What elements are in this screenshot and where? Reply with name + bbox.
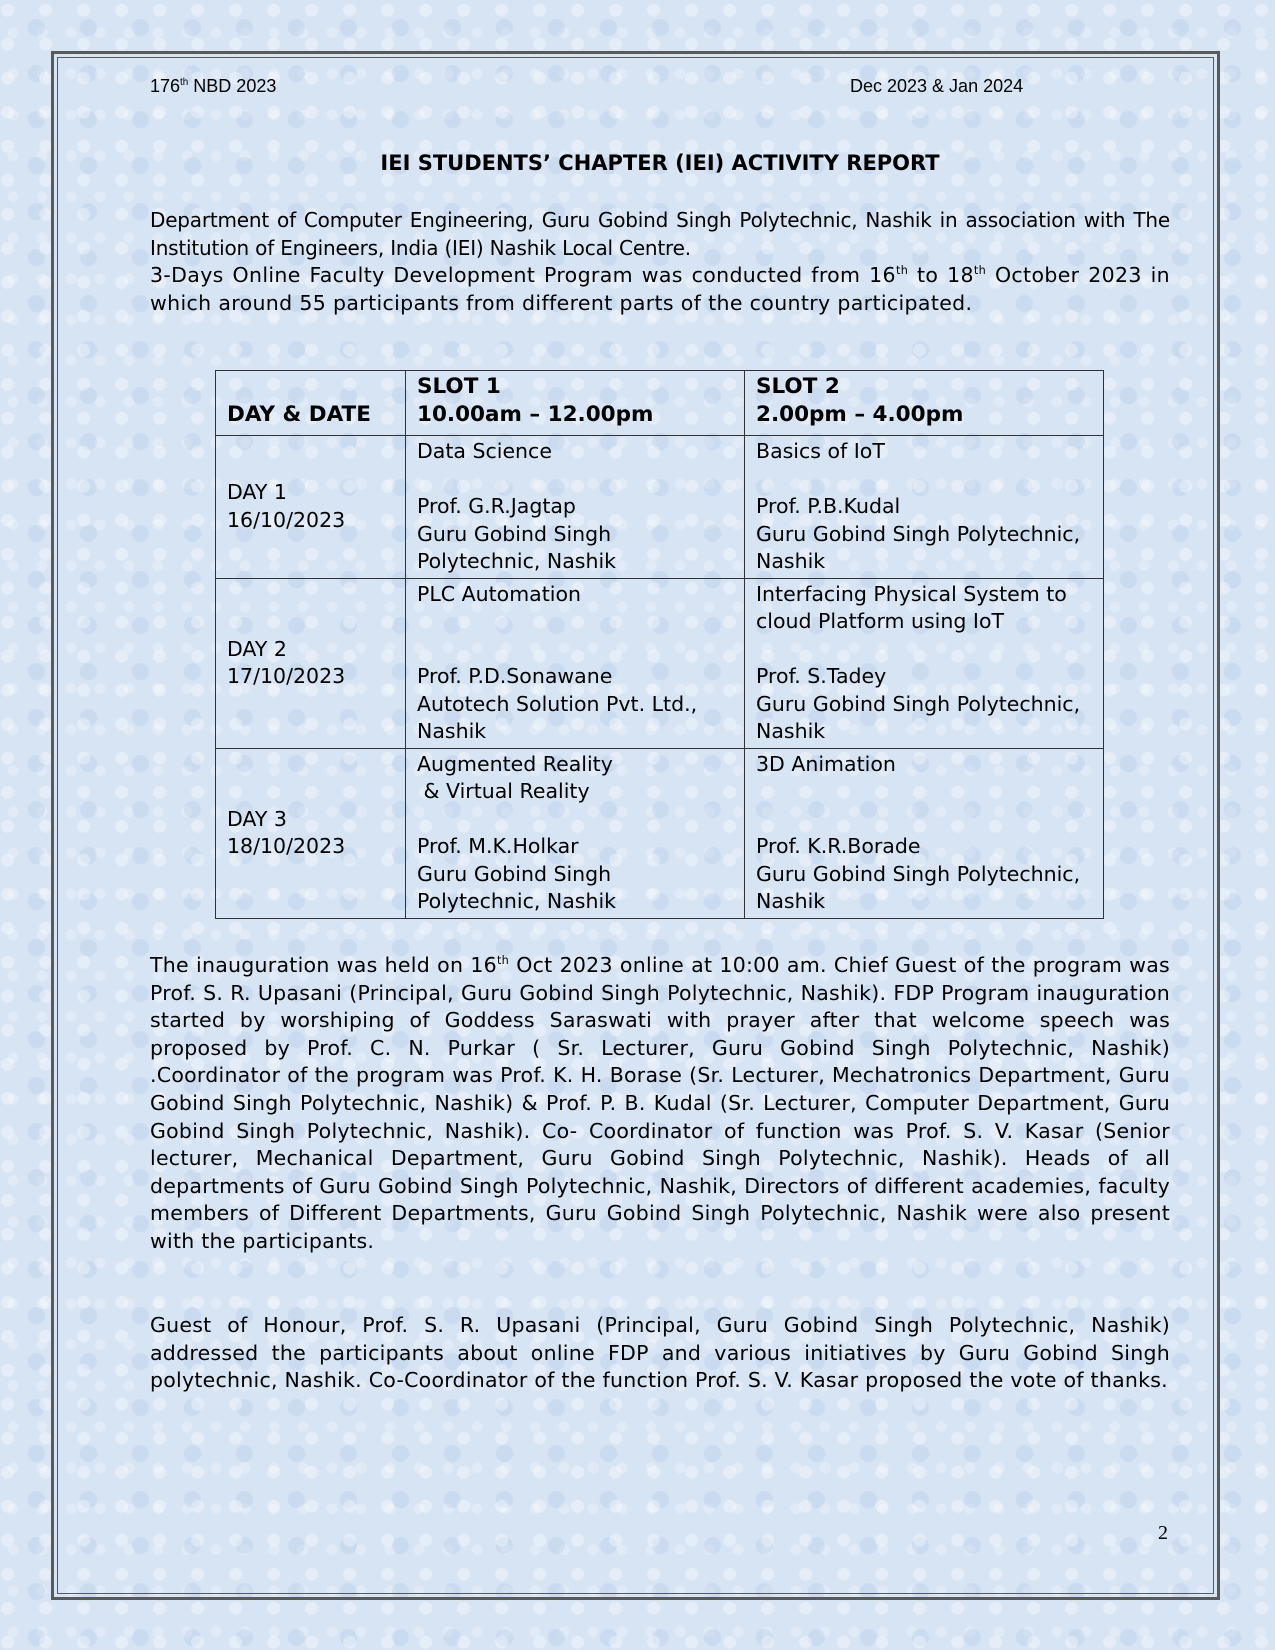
speaker-line: Guru Gobind Singh Polytechnic, — [756, 691, 1081, 716]
speaker-line: Nashik — [756, 549, 826, 573]
table-row — [216, 748, 1104, 918]
speaker-line: Prof. P.B.Kudal — [756, 494, 901, 518]
day-label: DAY 2 — [227, 636, 287, 661]
session-topic: 3D Animation — [756, 751, 896, 776]
speaker-line: Prof. S.Tadey — [756, 664, 887, 688]
intro-section — [150, 207, 1170, 317]
cell-slot1 — [406, 748, 745, 918]
speaker-line: Prof. K.R.Borade — [756, 834, 921, 858]
date-label: 17/10/2023 — [227, 664, 346, 688]
session-topic: Augmented Reality — [417, 751, 613, 776]
date-label: 18/10/2023 — [227, 834, 346, 858]
cell-slot2 — [745, 436, 1104, 579]
speaker-line: Prof. G.R.Jagtap — [417, 494, 576, 518]
day-label: DAY 1 — [227, 480, 287, 505]
header-slot2: SLOT 2 2.00pm – 4.00pm — [745, 371, 1104, 436]
inauguration-paragraph: The inauguration was held on 16th Oct 2023 online at 10:00 am. Chief Guest of the program was Prof. S. R. Upasani (Principal, Guru Gobind Singh Polytechnic, Nashik). FDP Program inauguration started by worshiping of Goddess Saraswati with prayer after that welcome speech was proposed by Prof. C. N. Purkar ( Sr. Lecturer, Guru Gobind Singh Polytechnic, Nashik) .Coordinator of the program was Prof. K. H. Borase (Sr. Lecturer, Mechatronics Department, Guru Gobind Singh Polytechnic, Nashik) & Prof. P. B. Kudal (Sr. Lecturer, Computer Department, Guru Gobind Singh Polytechnic, Nashik). Co- Coordinator of function was Prof. S. V. Kasar (Senior lecturer, Mechanical Department, Guru Gobind Singh Polytechnic, Nashik). Heads of all departments of Guru Gobind Singh Polytechnic, Nashik, Directors of different academies, faculty members of Different Departments, Guru Gobind Singh Polytechnic, Nashik were also present with the participants. — [150, 953, 1170, 1253]
speaker-line: Prof. M.K.Holkar — [417, 834, 579, 858]
cell-slot1 — [406, 578, 745, 748]
page-number: 2 — [1158, 1522, 1168, 1544]
table-row — [216, 436, 1104, 579]
session-topic: Interfacing Physical System to — [756, 581, 1067, 606]
speaker-line: Guru Gobind Singh — [417, 521, 612, 546]
session-topic: cloud Platform using IoT — [756, 609, 1005, 633]
session-topic: PLC Automation — [417, 581, 582, 606]
schedule-table — [215, 370, 1104, 919]
table-row — [216, 578, 1104, 748]
table-header-row — [216, 371, 1104, 436]
cell-day-date — [216, 748, 406, 918]
day-label: DAY 3 — [227, 806, 287, 831]
speaker-line: Prof. P.D.Sonawane — [417, 664, 613, 688]
cell-slot2 — [745, 578, 1104, 748]
date-label: 16/10/2023 — [227, 507, 346, 532]
session-topic: & Virtual Reality — [417, 779, 590, 803]
cell-day-date — [216, 578, 406, 748]
speaker-line: Nashik — [756, 719, 826, 743]
header-issue: 176th NBD 2023 — [150, 76, 277, 96]
speaker-line: Nashik — [417, 719, 487, 743]
session-topic: Basics of IoT — [756, 439, 885, 463]
intro-fdp: 3-Days Online Faculty Development Program was conducted from 16th to 18th October 2023 in which around 55 participants from different parts of the country participated. — [150, 263, 1170, 315]
session-topic: Data Science — [417, 439, 552, 463]
cell-slot2 — [745, 748, 1104, 918]
cell-day-date — [216, 436, 406, 579]
header-day-date: DAY & DATE — [216, 371, 406, 436]
speaker-line: Autotech Solution Pvt. Ltd., — [417, 691, 698, 716]
guest-of-honour-paragraph: Guest of Honour, Prof. S. R. Upasani (Principal, Guru Gobind Singh Polytechnic, Nashik) addressed the participants about online FDP and various initiatives by Guru Gobind Singh polytechnic, Nashik. Co-Coordinator of the function Prof. S. V. Kasar proposed the vote of thanks. — [150, 1313, 1170, 1393]
header-slot1: SLOT 1 10.00am – 12.00pm — [406, 371, 745, 436]
speaker-line: Guru Gobind Singh Polytechnic, — [756, 861, 1081, 886]
report-title: IEI STUDENTS’ CHAPTER (IEI) ACTIVITY REPORT — [380, 151, 940, 175]
header-date: Dec 2023 & Jan 2024 — [850, 76, 1024, 96]
speaker-line: Guru Gobind Singh Polytechnic, — [756, 521, 1081, 546]
speaker-line: Polytechnic, Nashik — [417, 549, 617, 573]
intro-department: Department of Computer Engineering, Guru Gobind Singh Polytechnic, Nashik in association with The Institution of Engineers, India (IEI) Nashik Local Centre. — [150, 208, 1170, 260]
cell-slot1 — [406, 436, 745, 579]
speaker-line: Nashik — [756, 889, 826, 913]
speaker-line: Polytechnic, Nashik — [417, 889, 617, 913]
speaker-line: Guru Gobind Singh — [417, 861, 612, 886]
